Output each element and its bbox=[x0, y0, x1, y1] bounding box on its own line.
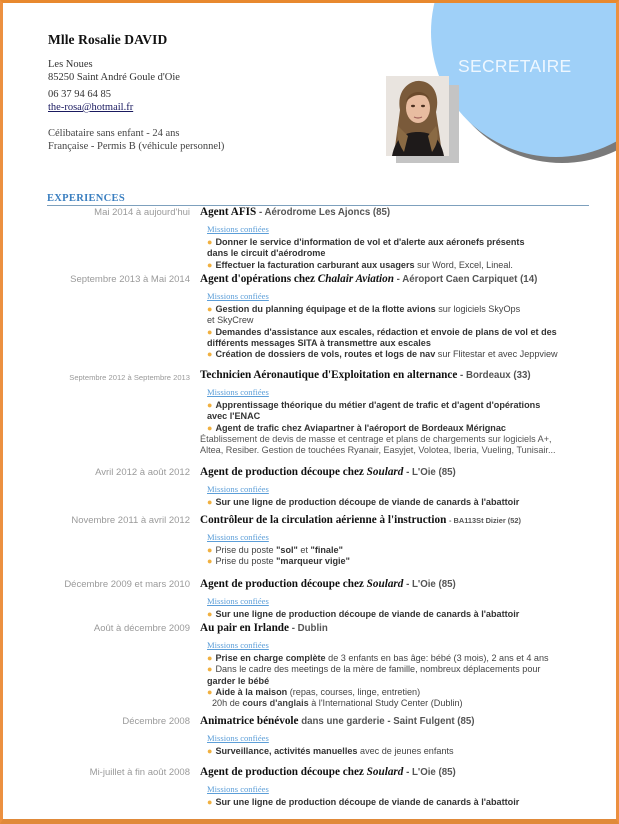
mission-emphasis: Agent de trafic chez Aviapartner à l'aéroport de Bordeaux Mérignac bbox=[215, 422, 506, 433]
mission-item: ● Prise en charge complète de 3 enfants en bas âge: bébé (3 mois), 2 ans et 4 ans bbox=[207, 653, 549, 663]
job-role-title: Agent de production découpe chez Soulard bbox=[200, 766, 404, 778]
experience-date: Décembre 2009 et mars 2010 bbox=[64, 579, 190, 590]
experience-content bbox=[200, 369, 595, 456]
mission-item: et SkyCrew bbox=[207, 315, 254, 326]
experience-date: Décembre 2008 bbox=[122, 716, 190, 727]
email-link[interactable]: the-rosa@hotmail.fr bbox=[48, 102, 134, 113]
experience-role bbox=[200, 273, 595, 286]
section-title-experiences: EXPERIENCES bbox=[47, 193, 125, 204]
experience-content bbox=[200, 578, 595, 620]
job-location: - Aéroport Caen Carpiquet (14) bbox=[396, 274, 538, 285]
personal-status bbox=[48, 127, 224, 153]
experience-content bbox=[200, 715, 595, 757]
bullet-icon: ● bbox=[207, 497, 213, 507]
employer-name: Soulard bbox=[366, 578, 404, 590]
profile-photo bbox=[386, 76, 449, 156]
experience-role bbox=[200, 578, 595, 591]
mission-item: ● Dans le cadre des meetings de la mère de famille, nombreux déplacements pour bbox=[207, 664, 541, 675]
mission-list bbox=[207, 545, 595, 568]
experience-date: Août à décembre 2009 bbox=[93, 623, 190, 634]
mission-item bbox=[207, 423, 595, 434]
mission-list bbox=[207, 653, 595, 698]
missions-link[interactable]: Missions confiées bbox=[207, 640, 269, 650]
mission-list bbox=[207, 400, 595, 434]
mission-list bbox=[207, 237, 595, 271]
job-role-title: Contrôleur de la circulation aérienne à l'instruction bbox=[200, 514, 447, 526]
portrait-icon bbox=[386, 76, 449, 156]
experience-role bbox=[200, 766, 595, 779]
bullet-icon: ● bbox=[207, 422, 213, 433]
job-location: - BA113St Dizier (52) bbox=[449, 516, 521, 525]
experience-date: Mi-juillet à fin août 2008 bbox=[89, 767, 190, 778]
bullet-icon: ● bbox=[207, 237, 213, 247]
missions-link[interactable]: Missions confiées bbox=[207, 784, 269, 794]
mission-emphasis: Effectuer la facturation carburant aux usagers bbox=[215, 259, 415, 270]
bullet-icon: ● bbox=[207, 326, 213, 337]
experience-entry bbox=[3, 466, 619, 508]
job-location: - L'Oie (85) bbox=[406, 767, 456, 778]
mission-item bbox=[207, 411, 595, 422]
mission-emphasis: avec l'ENAC bbox=[207, 411, 261, 422]
job-role-title: Technicien Aéronautique d'Exploitation en alternance bbox=[200, 369, 458, 381]
address-line-1: Les Noues bbox=[48, 59, 93, 70]
mission-list bbox=[207, 797, 595, 808]
experience-entry bbox=[3, 578, 619, 620]
status-line-2: Française - Permis B (véhicule personnel) bbox=[48, 141, 225, 152]
mission-emphasis: "sol" bbox=[276, 545, 298, 555]
experience-content bbox=[200, 206, 595, 271]
experience-content bbox=[200, 766, 595, 808]
mission-emphasis: dans le circuit d'aérodrome bbox=[207, 248, 326, 259]
experience-entry bbox=[3, 369, 619, 456]
mission-emphasis: "finale" bbox=[310, 545, 343, 555]
experience-entry bbox=[3, 715, 619, 757]
experience-entry bbox=[3, 514, 619, 568]
contact bbox=[48, 88, 224, 114]
job-location: - L'Oie (85) bbox=[406, 467, 456, 478]
mission-item bbox=[207, 797, 595, 808]
experience-content bbox=[200, 514, 595, 568]
mission-item bbox=[207, 676, 595, 687]
experience-content bbox=[200, 466, 595, 508]
experience-entry bbox=[3, 622, 619, 709]
mission-item: ● Prise du poste "sol" et "finale" bbox=[207, 545, 343, 555]
employer-name: Soulard bbox=[366, 766, 404, 778]
mission-item: ● Surveillance, activités manuelles avec de jeunes enfants bbox=[207, 746, 454, 756]
experience-content bbox=[200, 622, 595, 709]
job-location: dans une garderie - Saint Fulgent (85) bbox=[301, 716, 475, 727]
mission-emphasis: Prise en charge complète bbox=[215, 653, 326, 663]
mission-emphasis: Surveillance, activités manuelles bbox=[215, 746, 358, 756]
bullet-icon: ● bbox=[207, 664, 213, 675]
experience-entry bbox=[3, 273, 619, 360]
mission-emphasis: Demandes d'assistance aux escales, rédaction et envoie de plans de vol et des bbox=[215, 326, 557, 337]
experience-entry bbox=[3, 206, 619, 271]
mission-detail: Établissement de devis de masse et centrage et plans de chargements sur logiciels A+, bbox=[200, 433, 552, 444]
experience-role bbox=[200, 466, 595, 479]
mission-item: ● Création de dossiers de vols, routes et logs de nav sur Flitestar et avec Jeppview bbox=[207, 349, 558, 360]
job-role-title: Agent de production découpe chez Soulard bbox=[200, 466, 404, 478]
address bbox=[48, 58, 224, 84]
mission-emphasis: Sur une ligne de production découpe de viande de canards à l'abattoir bbox=[215, 497, 520, 507]
mission-item bbox=[207, 338, 595, 349]
mission-emphasis: Aide à la maison bbox=[215, 686, 288, 697]
mission-list bbox=[207, 746, 595, 757]
mission-detail: Altea, Resiber. Gestion de touchées Ryanair, Easyjet, Volotea, Iberia, Vueling, Tunisair... bbox=[200, 445, 556, 456]
experience-date: Septembre 2012 à Septembre 2013 bbox=[69, 373, 190, 382]
experience-content bbox=[200, 273, 595, 360]
missions-link[interactable]: Missions confiées bbox=[207, 484, 269, 494]
bullet-icon: ● bbox=[207, 259, 213, 270]
bullet-icon: ● bbox=[207, 545, 213, 555]
bullet-icon: ● bbox=[207, 746, 213, 756]
mission-emphasis: "marqueur vigie" bbox=[276, 556, 350, 567]
mission-item bbox=[207, 327, 595, 338]
experience-role bbox=[200, 369, 595, 382]
mission-item: ● Prise du poste "marqueur vigie" bbox=[207, 556, 350, 567]
mission-emphasis: différents messages SITA à transmettre aux escales bbox=[207, 337, 431, 348]
mission-emphasis: Apprentissage théorique du métier d'agent de trafic et d'agent d'opérations bbox=[215, 400, 541, 410]
experience-role bbox=[200, 514, 595, 527]
missions-link[interactable]: Missions confiées bbox=[207, 387, 269, 397]
missions-link[interactable]: Missions confiées bbox=[207, 532, 269, 542]
experience-role bbox=[200, 622, 595, 635]
bullet-icon: ● bbox=[207, 653, 213, 663]
phone: 06 37 94 64 85 bbox=[48, 89, 111, 100]
mission-emphasis: Sur une ligne de production découpe de viande de canards à l'abattoir bbox=[215, 609, 520, 619]
mission-emphasis: Sur une ligne de production découpe de viande de canards à l'abattoir bbox=[215, 797, 520, 807]
mission-emphasis: Donner le service d'information de vol et d'alerte aux aéronefs présents bbox=[215, 237, 525, 247]
mission-list bbox=[207, 497, 595, 508]
status-line-1: Célibataire sans enfant - 24 ans bbox=[48, 128, 180, 139]
experience-role bbox=[200, 715, 595, 728]
mission-emphasis: cours d'anglais bbox=[242, 698, 309, 709]
bullet-icon: ● bbox=[207, 797, 213, 807]
mission-emphasis: garder le bébé bbox=[207, 675, 270, 686]
job-title: SECRETAIRE bbox=[458, 56, 572, 76]
experience-date: Novembre 2011 à avril 2012 bbox=[71, 515, 190, 526]
missions-link[interactable]: Missions confiées bbox=[207, 596, 269, 606]
job-role-title: Agent AFIS bbox=[200, 206, 257, 218]
mission-item: ● Aide à la maison (repas, courses, linge, entretien) bbox=[207, 686, 421, 697]
experience-date: Septembre 2013 à Mai 2014 bbox=[70, 274, 190, 285]
address-line-2: 85250 Saint André Goule d'Oie bbox=[48, 72, 180, 83]
mission-emphasis: Création de dossiers de vols, routes et logs de nav bbox=[215, 349, 436, 360]
job-role-title: Agent de production découpe chez Soulard bbox=[200, 578, 404, 590]
employer-name: Chalair Aviation bbox=[317, 273, 394, 285]
mission-detail: 20h de cours d'anglais à l'International Study Center (Dublin) bbox=[212, 698, 463, 709]
job-role-title: Au pair en Irlande bbox=[200, 622, 289, 634]
job-role-title: Animatrice bénévole bbox=[200, 715, 299, 727]
experience-role bbox=[200, 206, 595, 219]
job-location: - L'Oie (85) bbox=[406, 579, 456, 590]
bullet-icon: ● bbox=[207, 686, 213, 697]
mission-item: ● Effectuer la facturation carburant aux usagers sur Word, Excel, Lineal. bbox=[207, 259, 513, 270]
candidate-name: Mlle Rosalie DAVID bbox=[48, 32, 168, 47]
bullet-icon: ● bbox=[207, 400, 213, 410]
mission-list bbox=[207, 304, 595, 360]
experience-entry bbox=[3, 766, 619, 808]
mission-item bbox=[207, 248, 595, 259]
mission-item bbox=[207, 609, 595, 620]
job-location: - Dublin bbox=[291, 623, 328, 634]
employer-name: Soulard bbox=[366, 466, 404, 478]
experience-date: Mai 2014 à aujourd'hui bbox=[94, 207, 190, 218]
bullet-icon: ● bbox=[207, 304, 213, 314]
bullet-icon: ● bbox=[207, 609, 213, 619]
mission-list bbox=[207, 609, 595, 620]
experience-date: Avril 2012 à août 2012 bbox=[95, 467, 190, 478]
mission-emphasis: Gestion du planning équipage et de la flotte avions bbox=[215, 304, 436, 314]
identity-block bbox=[48, 32, 224, 153]
missions-link[interactable]: Missions confiées bbox=[207, 224, 269, 234]
mission-item bbox=[207, 400, 595, 411]
missions-link[interactable]: Missions confiées bbox=[207, 291, 269, 301]
bullet-icon: ● bbox=[207, 349, 213, 360]
bullet-icon: ● bbox=[207, 556, 213, 567]
mission-item bbox=[207, 237, 595, 248]
missions-link[interactable]: Missions confiées bbox=[207, 733, 269, 743]
mission-item bbox=[207, 497, 595, 508]
job-location: - Aérodrome Les Ajoncs (85) bbox=[258, 207, 391, 218]
job-role-title: Agent d'opérations chez Chalair Aviation bbox=[200, 273, 394, 285]
header-circle bbox=[431, 0, 619, 157]
job-location: - Bordeaux (33) bbox=[460, 370, 531, 381]
mission-item: ● Gestion du planning équipage et de la flotte avions sur logiciels SkyOps bbox=[207, 304, 521, 314]
